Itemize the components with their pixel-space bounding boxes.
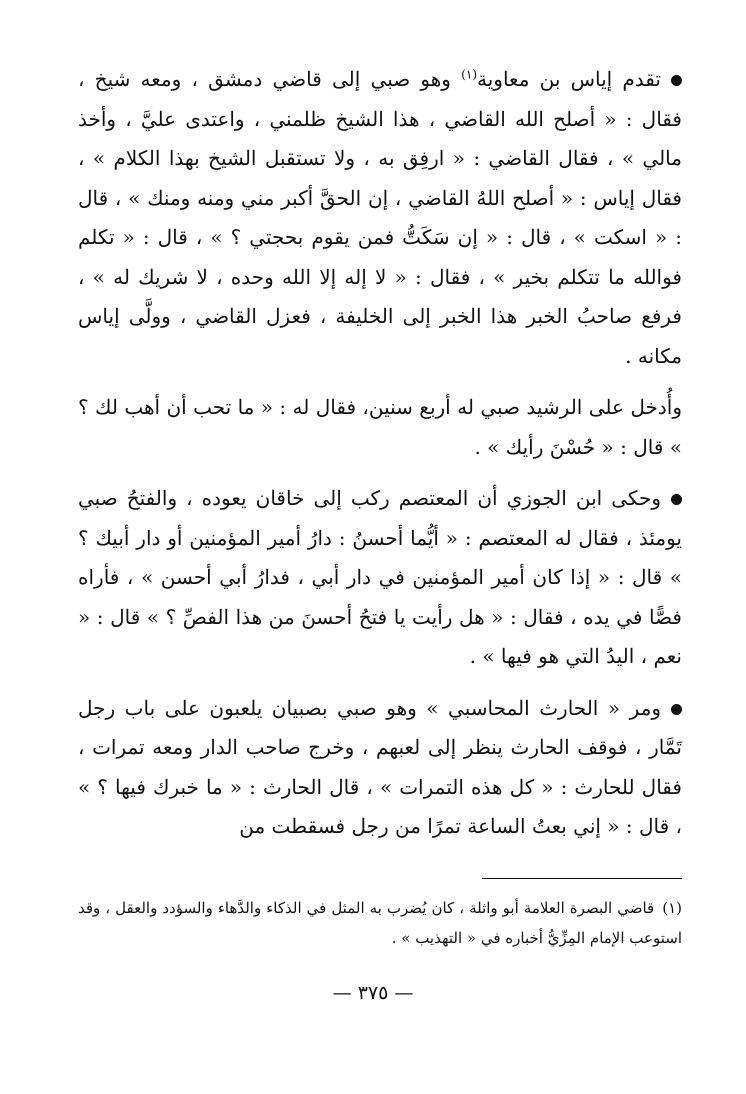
paragraph xyxy=(78,60,682,376)
paragraph-text: تقدم إياس بن معاوية xyxy=(477,67,661,91)
paragraph xyxy=(78,388,682,467)
bullet-icon xyxy=(671,494,682,505)
page-number: — ٣٧٥ — xyxy=(332,982,414,1004)
bullet-icon xyxy=(671,704,682,715)
paragraph xyxy=(78,689,682,847)
paragraph-text: وحكى ابن الجوزي أن المعتصم ركب إلى خاقان يعوده ، والفتحُ صبي يومئذ ، فقال له المعتصم : « أيُّما أحسنُ : دارُ أمير المؤمنين أو دار أبيك ؟ » قال : « إذا كان أمير المؤمنين في دار أبي ، فدارُ أبي أحسن » ، فأراه فصًّا في يده ، فقال : « هل رأيت يا فتحُ أحسنَ من هذا الفصِّ ؟ » قال : « نعم ، اليدُ التي هو فيها » . xyxy=(78,486,682,668)
page-body xyxy=(78,60,682,859)
paragraph xyxy=(78,479,682,677)
footnote-reference: (١) xyxy=(461,67,477,82)
footnote xyxy=(78,893,682,953)
paragraph-text: وهو صبي إلى قاضي دمشق ، ومعه شيخ ، فقال : « أصلح الله القاضي ، هذا الشيخ ظلمني ، واعتدى عليَّ ، وأخذ مالي » ، فقال القاضي : « ارفِق به ، ولا تستقبل الشيخ بهذا الكلام » ، فقال إياس : « أصلح اللهُ القاضي ، إن الحقَّ أكبر مني ومنه ومنك » ، قال : « اسكت » ، قال : « إن سَكَتُّ فمن يقوم بحجتي ؟ » ، قال : « تكلم فوالله ما تتكلم بخير » ، فقال : « لا إله إلا الله وحده ، لا شريك له » ، فرفع صاحبُ الخبر هذا الخبر إلى الخليفة ، فعزل القاضي ، وولَّى إياس مكانه . xyxy=(78,67,682,368)
bullet-icon xyxy=(671,75,682,86)
footnote-text: قاضي البصرة العلامة أبو واثلة ، كان يُضرب به المثل في الذكاء والدَّهاء والسؤدد والعقل ، وقد استوعب الإمام المِزِّيُّ أخباره في « التهذيب » . xyxy=(78,899,682,947)
footnote-divider xyxy=(482,878,682,879)
paragraph-text: ومر « الحارث المحاسبي » وهو صبي بصبيان يلعبون على باب رجل تَمَّار ، فوقف الحارث ينظر إلى لعبهم ، وخرج صاحب الدار ومعه تمرات ، فقال للحارث : « كل هذه التمرات » ، قال الحارث : « ما خبرك فيها ؟ » ، قال : « إني بعتُ الساعة تمرًا من رجل فسقطت من xyxy=(78,695,682,838)
footnote-marker: (١) xyxy=(662,899,682,917)
paragraph-text: وأُدخل على الرشيد صبي له أربع سنين، فقال له : « ما تحب أن أهب لك ؟ » قال : « حُسْنَ رأيك » . xyxy=(78,395,682,459)
